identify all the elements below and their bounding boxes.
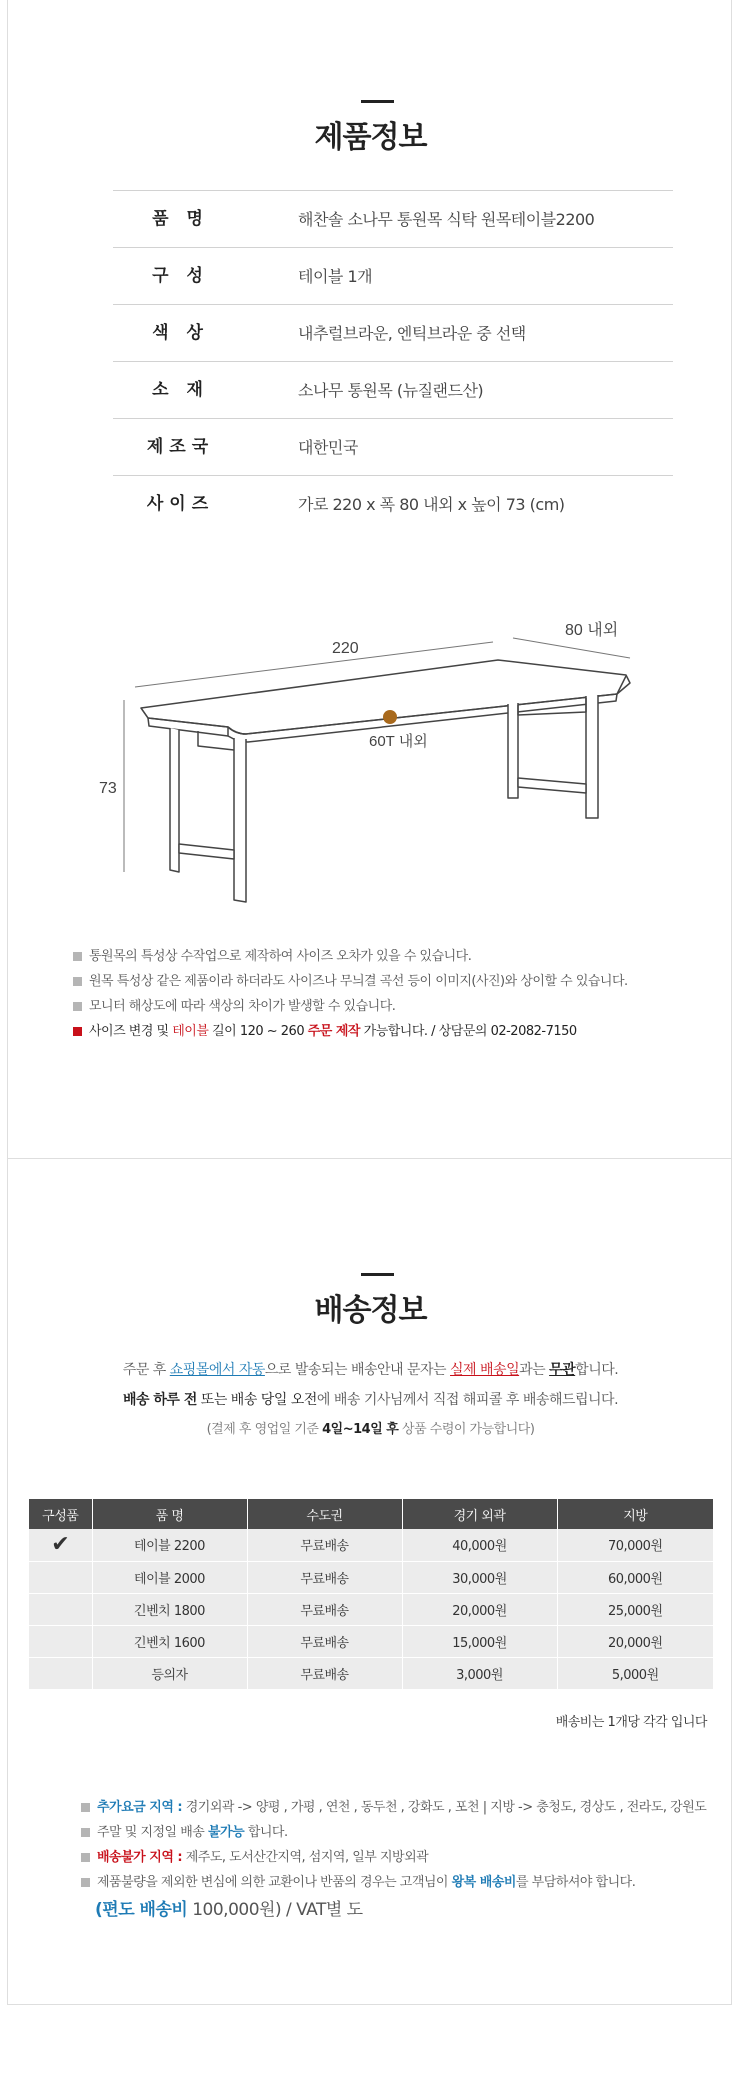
title-accent-bar [361, 100, 394, 103]
spec-row-composition [113, 248, 673, 305]
note-item: 추가요금 지역 : 경기외곽 -> 양평 , 가평 , 연천 , 동두천 , 강화도 , 포천 | 지방 -> 충청도, 경상도 , 전라도, 강원도 [81, 1795, 721, 1820]
custom-order-note: 사이즈 변경 및 테이블 길이 120 ~ 260 주문 제작 가능합니다. / 상담문의 02-2082-7150 [73, 1019, 713, 1044]
table-row: 긴벤치 1600 무료배송 15,000원 20,000원 [29, 1625, 713, 1657]
table-dimension-diagram [8, 600, 733, 930]
bullet-square [73, 952, 82, 961]
intro-line-3: (결제 후 영업일 기준 4일~14일 후 상품 수령이 가능합니다) [206, 1422, 535, 1437]
table-row: ✔ 테이블 2200 무료배송 40,000원 70,000원 [29, 1529, 713, 1561]
selected-check-icon: ✔ [29, 1529, 92, 1561]
spec-row-size [113, 476, 673, 533]
table-row: 테이블 2000 무료배송 30,000원 60,000원 [29, 1561, 713, 1593]
spec-row-origin [113, 419, 673, 476]
product-info-card [7, 0, 732, 1159]
spec-value: 대한민국 [298, 438, 358, 457]
one-way-fee-note: (편도 배송비 100,000원) / VAT별 도 [95, 1900, 363, 1920]
title-accent-bar [361, 1273, 394, 1276]
height-label: 73 [99, 780, 117, 797]
spec-value: 가로 220 x 폭 80 내외 x 높이 73 (cm) [298, 495, 565, 514]
spec-label: 제조국 [146, 437, 215, 457]
width-label: 220 [332, 640, 359, 657]
spec-value: 소나무 통원목 (뉴질랜드산) [298, 381, 484, 400]
bullet-square [81, 1828, 90, 1837]
spec-label: 사이즈 [146, 494, 215, 514]
spec-label: 구 성 [152, 266, 209, 286]
col-header: 경기 외곽 [402, 1499, 557, 1529]
product-info-title: 제품정보 [314, 120, 427, 155]
spec-row-material [113, 362, 673, 419]
spec-value: 내추럴브라운, 엔틱브라운 중 선택 [298, 324, 526, 343]
spec-label: 소 재 [152, 380, 209, 400]
note-item: 모니터 해상도에 따라 색상의 차이가 발생할 수 있습니다. [73, 994, 713, 1019]
depth-label: 80 내외 [565, 622, 619, 639]
table-header-row [29, 1499, 713, 1529]
intro-line-2: 배송 하루 전 또는 배송 당일 오전에 배송 기사님께서 직접 해피콜 후 배송해드립니다. [122, 1392, 619, 1408]
thickness-label: 60T 내외 [369, 733, 428, 750]
delivery-intro [8, 1355, 733, 1445]
note-item: 주말 및 지정일 배송 불가능 합니다. [81, 1820, 721, 1845]
col-header: 구성품 [29, 1499, 92, 1529]
spec-label: 품 명 [152, 209, 209, 229]
bullet-square [73, 1002, 82, 1011]
spec-row-name [113, 191, 673, 248]
note-item: 제품불량을 제외한 변심에 의한 교환이나 반품의 경우는 고객님이 왕복 배송비를 부담하셔야 합니다. [81, 1870, 721, 1895]
col-header: 수도권 [247, 1499, 402, 1529]
table-row: 등의자 무료배송 3,000원 5,000원 [29, 1657, 713, 1689]
note-item: 배송불가 지역 : 제주도, 도서산간지역, 섬지역, 일부 지방외곽 [81, 1845, 721, 1870]
delivery-info-title: 배송정보 [314, 1293, 427, 1328]
shipping-fee-table [29, 1499, 713, 1690]
delivery-notes [81, 1795, 721, 1925]
col-header: 품 명 [92, 1499, 247, 1529]
spec-row-color [113, 305, 673, 362]
delivery-info-card [7, 1158, 732, 2005]
spec-value: 해찬솔 소나무 통원목 식탁 원목테이블2200 [298, 210, 595, 229]
intro-line-1: 주문 후 쇼핑몰에서 자동으로 발송되는 배송안내 문자는 실제 배송일과는 무관합니다. [122, 1362, 619, 1378]
col-header: 지방 [557, 1499, 713, 1529]
bullet-square [81, 1853, 90, 1862]
bullet-square [81, 1803, 90, 1812]
product-notes [73, 944, 713, 1044]
note-item: 통원목의 특성상 수작업으로 제작하여 사이즈 오차가 있을 수 있습니다. [73, 944, 713, 969]
spec-value: 테이블 1개 [298, 267, 373, 286]
bullet-square-red [73, 1027, 82, 1036]
table-row: 긴벤치 1800 무료배송 20,000원 25,000원 [29, 1593, 713, 1625]
bullet-square [81, 1878, 90, 1887]
thickness-dot [383, 710, 397, 724]
spec-table [113, 190, 673, 533]
shipping-fee-note: 배송비는 1개당 각각 입니다 [555, 1715, 707, 1730]
note-item: 원목 특성상 같은 제품이라 하더라도 사이즈나 무늬결 곡선 등이 이미지(사진)와 상이할 수 있습니다. [73, 969, 713, 994]
spec-label: 색 상 [152, 323, 209, 343]
bullet-square [73, 977, 82, 986]
